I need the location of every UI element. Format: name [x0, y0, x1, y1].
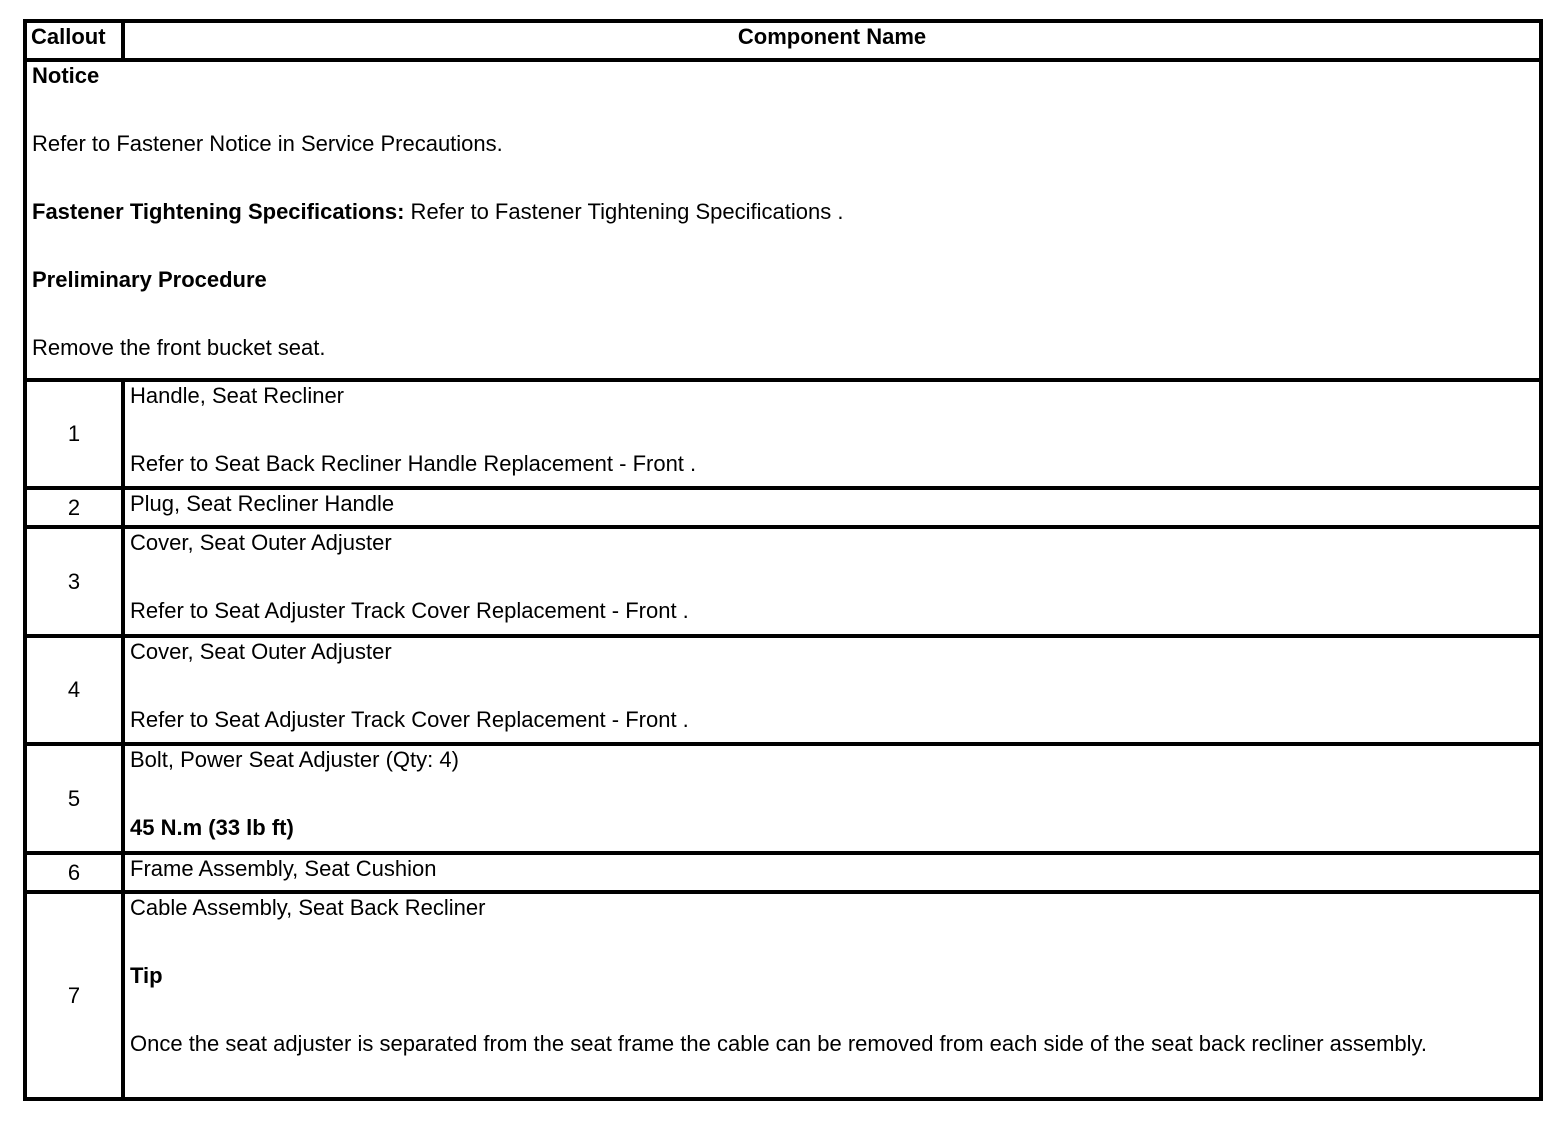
table-row	[25, 744, 1541, 853]
component-name-cell	[123, 636, 1541, 745]
component-note: Refer to Seat Adjuster Track Cover Replacement - Front .	[130, 706, 689, 732]
component-name: Handle, Seat Recliner	[130, 382, 345, 408]
table-row	[25, 636, 1541, 745]
component-name-cell	[123, 744, 1541, 853]
table-row	[25, 488, 1541, 527]
table-row	[25, 892, 1541, 1099]
table-row	[25, 527, 1541, 636]
component-name-cell	[123, 527, 1541, 636]
component-name-column-header: Component Name	[123, 21, 1541, 60]
tip-text: Once the seat adjuster is separated from the seat frame the cable can be removed from each side of the seat back recliner assembly.	[130, 1031, 1428, 1057]
component-name-cell	[123, 380, 1541, 489]
component-name: Cover, Seat Outer Adjuster	[130, 530, 392, 556]
notice-text: Refer to Fastener Notice in Service Precautions.	[32, 131, 503, 157]
callout-number: 6	[25, 853, 123, 892]
component-name-cell	[123, 892, 1541, 1099]
component-name: Plug, Seat Recliner Handle	[130, 491, 395, 517]
tip-title: Tip	[130, 963, 163, 989]
component-name: Cable Assembly, Seat Back Recliner	[130, 895, 486, 921]
fastener-spec-text: Refer to Fastener Tightening Specifications .	[404, 199, 844, 225]
component-note: Refer to Seat Adjuster Track Cover Replacement - Front .	[130, 598, 689, 624]
callout-number: 3	[25, 527, 123, 636]
component-name: Cover, Seat Outer Adjuster	[130, 638, 392, 664]
fastener-spec-line	[32, 198, 1534, 226]
component-note: Refer to Seat Back Recliner Handle Replacement - Front .	[130, 450, 697, 476]
notice-row	[25, 60, 1541, 379]
notice-cell	[25, 60, 1541, 379]
table-row	[25, 380, 1541, 489]
component-name: Frame Assembly, Seat Cushion	[130, 855, 437, 881]
component-callout-table	[23, 19, 1543, 1101]
table-row	[25, 853, 1541, 892]
notice-title: Notice	[32, 63, 100, 89]
table-header-row	[25, 21, 1541, 60]
callout-number: 1	[25, 380, 123, 489]
preliminary-procedure-title: Preliminary Procedure	[32, 267, 267, 293]
component-name: Bolt, Power Seat Adjuster (Qty: 4)	[130, 747, 459, 773]
callout-column-header: Callout	[25, 21, 123, 60]
callout-number: 7	[25, 892, 123, 1099]
component-name-cell	[123, 488, 1541, 527]
torque-spec: 45 N.m (33 lb ft)	[130, 815, 294, 841]
component-table-container	[23, 19, 1539, 1101]
preliminary-procedure-text: Remove the front bucket seat.	[32, 335, 326, 361]
component-name-cell	[123, 853, 1541, 892]
fastener-spec-label: Fastener Tightening Specifications:	[32, 199, 405, 225]
callout-number: 4	[25, 636, 123, 745]
callout-number: 5	[25, 744, 123, 853]
callout-number: 2	[25, 488, 123, 527]
